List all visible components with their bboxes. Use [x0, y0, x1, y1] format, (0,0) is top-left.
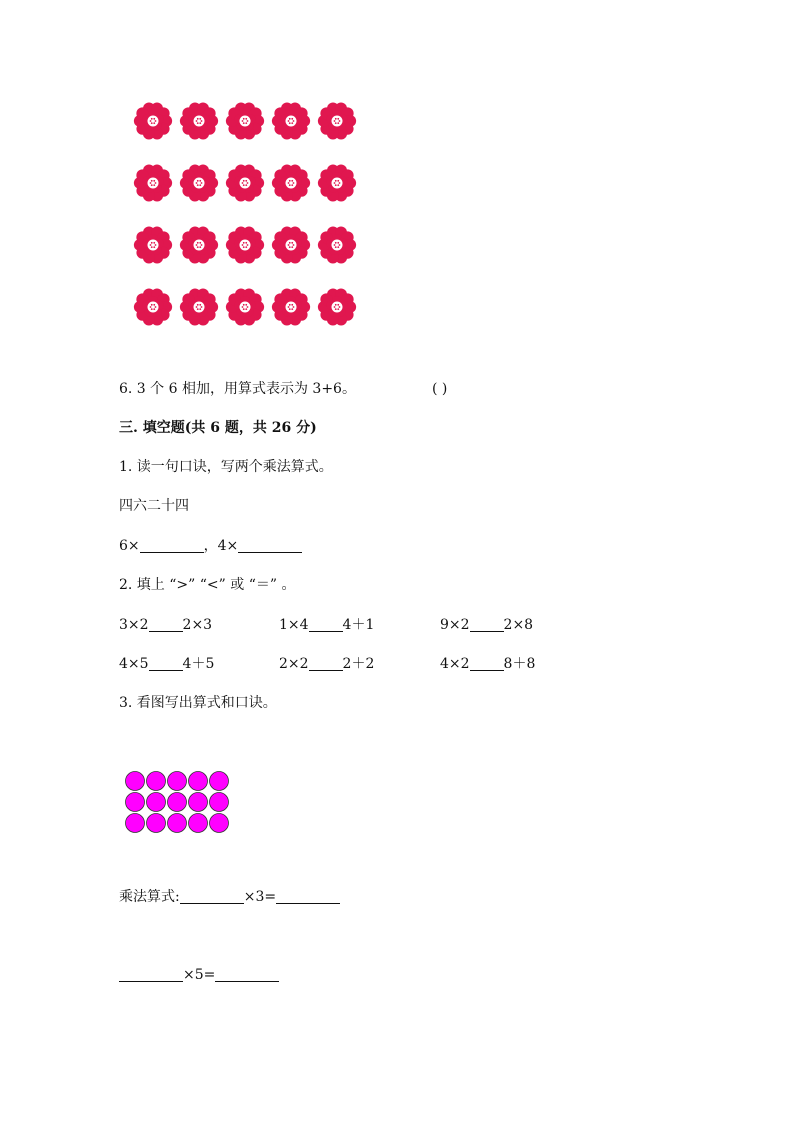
circle-dot [210, 814, 229, 833]
circle-dot [189, 814, 208, 833]
q3-equation-line-2 [119, 966, 279, 984]
comparison-item [119, 616, 212, 634]
circle-dot [147, 772, 166, 791]
q1-right-expr: ，4× [203, 538, 239, 554]
q1-prompt: 1. 读一句口诀，写两个乘法算式。 [119, 459, 333, 475]
flower-icon [226, 103, 264, 140]
flower-icon [272, 289, 310, 326]
circle-dot [147, 814, 166, 833]
comparison-blank[interactable] [470, 656, 504, 671]
flower-icon [134, 165, 172, 202]
circle-grid-image [123, 769, 233, 839]
flower-icon [180, 165, 218, 202]
comparison-left: 2×2 [279, 656, 309, 672]
comparison-left: 9×2 [440, 617, 470, 633]
answer-parentheses: ( ) [432, 381, 448, 397]
comparison-blank[interactable] [149, 656, 183, 671]
circle-dot [147, 793, 166, 812]
comparison-right: 2×3 [182, 617, 213, 633]
q3-expr: ×3= [243, 889, 277, 905]
comparison-left: 3×2 [119, 617, 149, 633]
q1-rhyme: 四六二十四 [119, 498, 189, 514]
circle-dot [210, 793, 229, 812]
answer-blank[interactable] [215, 967, 279, 982]
flower-icon [318, 289, 356, 326]
flower-icon [226, 289, 264, 326]
comparison-right: 4＋5 [182, 656, 215, 672]
circle-dot [126, 772, 145, 791]
question-6-text: 6. 3 个 6 相加，用算式表示为 3+6。 [119, 381, 356, 397]
flower-icon [226, 165, 264, 202]
q3-equation-line-1 [119, 888, 340, 906]
q2-row [119, 655, 536, 673]
comparison-item [119, 655, 214, 673]
q3-prompt: 3. 看图写出算式和口诀。 [119, 695, 277, 711]
flower-icon [180, 103, 218, 140]
comparison-item [440, 616, 533, 634]
circle-dot [126, 814, 145, 833]
comparison-left: 4×2 [440, 656, 470, 672]
circle-dot [189, 793, 208, 812]
circle-dot [126, 793, 145, 812]
comparison-item [279, 655, 374, 673]
flower-icon [318, 227, 356, 264]
flower-icon [134, 289, 172, 326]
answer-blank[interactable] [276, 889, 340, 904]
flower-icon [318, 103, 356, 140]
comparison-blank[interactable] [309, 656, 343, 671]
q1-answer-line [119, 537, 302, 555]
circle-dot [168, 772, 187, 791]
q3-label: 乘法算式: [119, 889, 180, 905]
q3-expr: ×5= [183, 967, 216, 983]
flower-icon [318, 165, 356, 202]
flower-icon [180, 289, 218, 326]
comparison-blank[interactable] [470, 617, 504, 632]
comparison-right: 4＋1 [342, 617, 375, 633]
comparison-left: 1×4 [279, 617, 309, 633]
comparison-item [440, 655, 535, 673]
q2-prompt: 2. 填上 “>” “<” 或 “＝” 。 [119, 577, 296, 593]
comparison-item [279, 616, 374, 634]
answer-blank[interactable] [180, 889, 244, 904]
answer-blank[interactable] [238, 538, 302, 553]
flower-grid-image [130, 98, 362, 336]
comparison-right: 8＋8 [503, 656, 536, 672]
circle-dot [210, 772, 229, 791]
flower-icon [226, 227, 264, 264]
q1-left-expr: 6× [119, 538, 140, 554]
circle-dot [189, 772, 208, 791]
circle-dot [168, 814, 187, 833]
q2-row [119, 616, 534, 634]
answer-blank[interactable] [119, 967, 183, 982]
comparison-left: 4×5 [119, 656, 149, 672]
flower-icon [272, 165, 310, 202]
question-6 [119, 380, 448, 398]
flower-icon [272, 103, 310, 140]
flower-icon [134, 103, 172, 140]
comparison-right: 2×8 [503, 617, 534, 633]
comparison-blank[interactable] [149, 617, 183, 632]
comparison-right: 2＋2 [342, 656, 375, 672]
answer-blank[interactable] [140, 538, 204, 553]
flower-icon [134, 227, 172, 264]
flower-icon [180, 227, 218, 264]
flower-icon [272, 227, 310, 264]
comparison-blank[interactable] [309, 617, 343, 632]
section-title: 三. 填空题(共 6 题，共 26 分) [119, 420, 317, 436]
circle-dot [168, 793, 187, 812]
